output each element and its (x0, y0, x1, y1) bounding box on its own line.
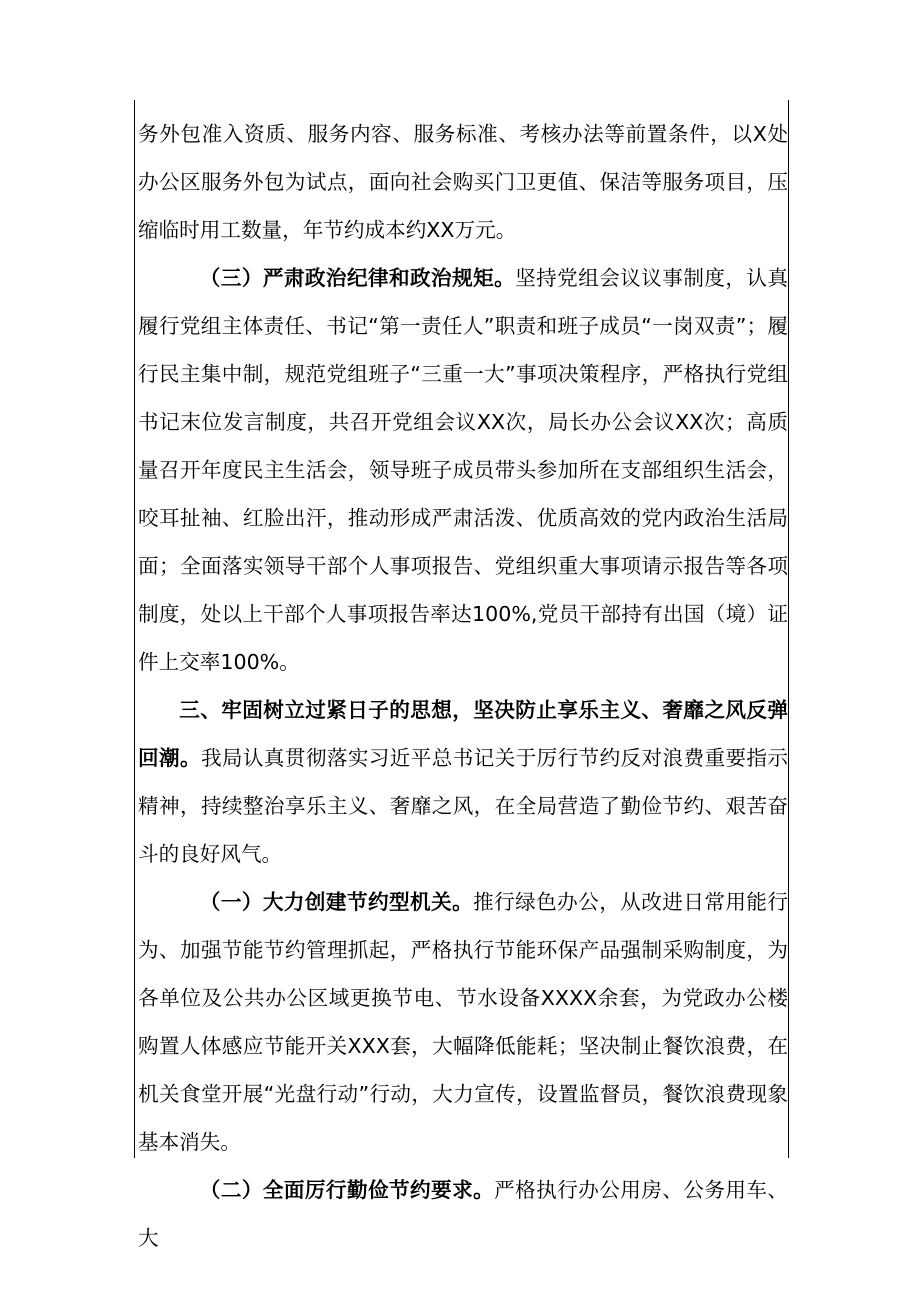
document-body (138, 110, 788, 1262)
paragraph-section-3-sub-2 (138, 1166, 788, 1262)
paragraph-section-3-sub-1 (138, 878, 788, 1166)
paragraph-heading: （二）全面厉行勤俭节约要求。 (199, 1178, 495, 1202)
paragraph-body: 坚持党组会议议事制度，认真履行党组主体责任、书记“第一责任人”职责和班子成员“一岗双责”；履行民主集中制，规范党组班子“三重一大”事项决策程序，严格执行党组书记末位发言制度，共召开党组会议XX次，局长办公会议XX次；高质量召开年度民主生活会，领导班子成员带头参加所在支部组织生活会，咬耳扯袖、红脸出汗，推动形成严肃活泼、优质高效的党内政治生活局面；全面落实领导干部个人事项报告、党组织重大事项请示报告等各项制度，处以上干部个人事项报告率达100%,党员干部持有出国（境）证件上交率100%。 (138, 266, 789, 674)
paragraph-section-3 (138, 686, 788, 878)
paragraph-heading: （一）大力创建节约型机关。 (199, 890, 474, 914)
paragraph-heading: （三）严肃政治纪律和政治规矩。 (199, 266, 516, 290)
paragraph-body: 严格执行办公用房、公务用车、大 (138, 1178, 789, 1250)
paragraph-heading: 三、牢固树立过紧日子的思想，坚决防止享乐主义、奢靡之风反弹回潮。 (138, 698, 788, 770)
paragraph-body: 推行绿色办公，从改进日常用能行为、加强节能节约管理抓起，严格执行节能环保产品强制采购制度，为各单位及公共办公区域更换节电、节水设备XXXX余套，为党政办公楼购置人体感应节能开关XXX套，大幅降低能耗；坚决制止餐饮浪费，在机关食堂开展“光盘行动”行动，大力宣传，设置监督员，餐饮浪费现象基本消失。 (138, 890, 789, 1154)
paragraph-section-3-sub-3 (138, 254, 788, 686)
paragraph-continuation (138, 110, 788, 254)
paragraph-body: 我局认真贯彻落实习近平总书记关于厉行节约反对浪费重要指示精神，持续整治享乐主义、奢靡之风，在全局营造了勤俭节约、艰苦奋斗的良好风气。 (138, 746, 789, 866)
paragraph-body: 务外包准入资质、服务内容、服务标准、考核办法等前置条件，以X处办公区服务外包为试点，面向社会购买门卫更值、保洁等服务项目，压缩临时用工数量，年节约成本约XX万元。 (138, 122, 788, 242)
